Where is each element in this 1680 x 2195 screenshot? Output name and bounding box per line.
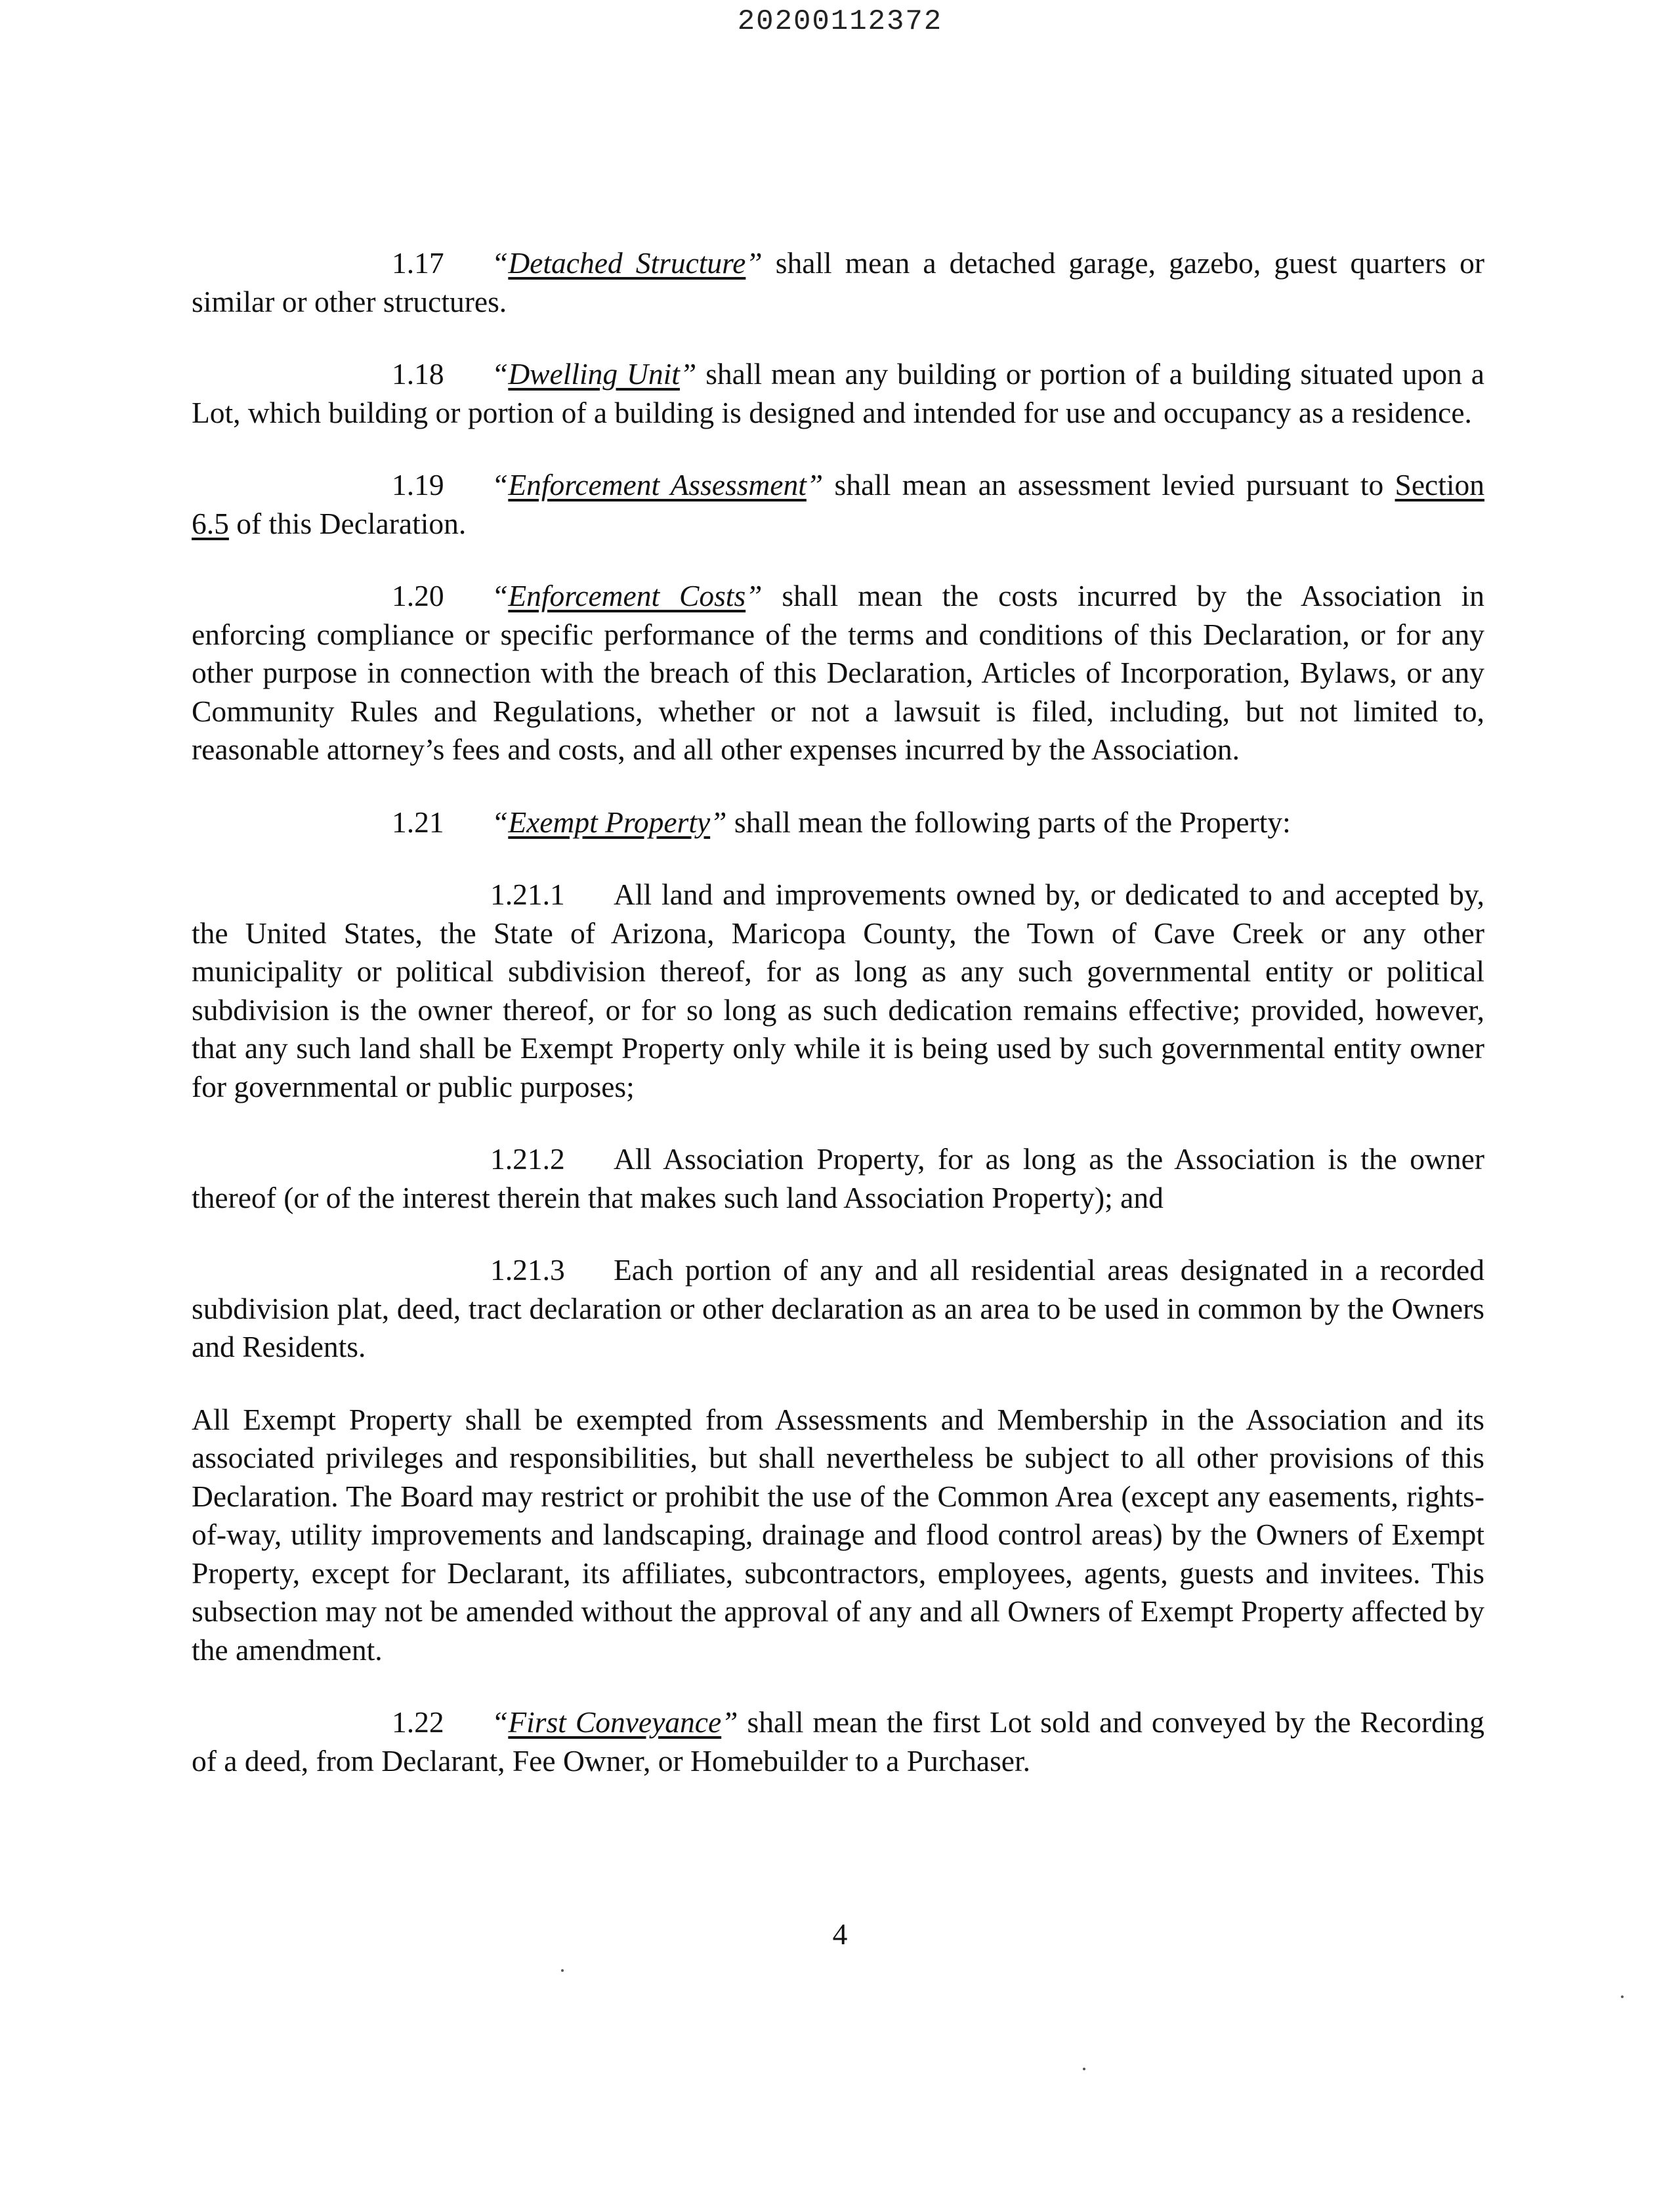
defined-term: “First Conveyance” <box>492 1705 738 1739</box>
subsection-body: All land and improvements owned by, or dedicated to and accepted by, the United States, the State of Arizona, Maricopa County, the Town of Cave Creek or any other municipality or political subdivision thereof, for as long as any such governmental entity or political subdivision is the owner thereof, or for so long as such dedication remains effective; provided, however, that any such land shall be Exempt Property only while it is being used by such governmental entity owner for governmental or public purposes; <box>192 878 1484 1103</box>
subsection-number: 1.21.3 <box>490 1253 565 1287</box>
scan-speck <box>1621 1995 1624 1998</box>
defined-term: “Dwelling Unit” <box>492 357 697 391</box>
section-1-20 <box>192 577 1484 769</box>
section-reference-link: Section 6.5 <box>192 468 1485 540</box>
section-body: shall mean the costs incurred by the Association in enforcing compliance or specific performance of the terms and conditions of this Declaration, or for any other purpose in connection with the breach of this Declaration, Articles of Incorporation, Bylaws, or any Community Rules and Regulations, whether or not a lawsuit is filed, including, but not limited to, reasonable attorney’s fees and costs, and all other expenses incurred by the Association. <box>192 579 1484 766</box>
defined-term: “Detached Structure” <box>492 246 763 280</box>
section-number: 1.17 <box>392 246 444 280</box>
section-1-19 <box>192 466 1484 543</box>
section-1-21-2 <box>192 1140 1484 1217</box>
section-1-21-3 <box>192 1251 1484 1367</box>
subsection-body: Each portion of any and all residential areas designated in a recorded subdivision plat, deed, tract declaration or other declaration as an area to be used in common by the Owners and Residents. <box>192 1253 1484 1363</box>
section-1-22 <box>192 1703 1484 1780</box>
defined-term: “Enforcement Assessment” <box>492 468 824 501</box>
section-number: 1.22 <box>392 1705 444 1739</box>
exempt-property-closing: All Exempt Property shall be exempted from Assessments and Membership in the Association and its associated privileges and responsibilities, but shall nevertheless be subject to all other provisions of this Declaration. The Board may restrict or prohibit the use of the Common Area (except any easements, rights-of-way, utility improvements and landscaping, drainage and flood control areas) by the Owners of Exempt Property, except for Declarant, its affiliates, subcontractors, employees, agents, guests and invitees. This subsection may not be amended without the approval of any and all Owners of Exempt Property affected by the amendment. <box>192 1402 1484 1667</box>
section-number: 1.21 <box>392 805 444 839</box>
subsection-body: All Association Property, for as long as the Association is the owner thereof (or of the interest therein that makes such land Association Property); and <box>192 1142 1484 1214</box>
section-body: shall mean a detached garage, gazebo, guest quarters or similar or other structures. <box>192 246 1484 318</box>
section-body: shall mean the first Lot sold and conveyed by the Recording of a deed, from Declarant, Fee Owner, or Homebuilder to a Purchaser. <box>192 1705 1484 1778</box>
section-1-17 <box>192 244 1484 321</box>
subsection-number: 1.21.2 <box>490 1142 565 1176</box>
defined-term: “Exempt Property” <box>492 805 727 839</box>
recording-number: 20200112372 <box>737 5 943 38</box>
section-number: 1.20 <box>392 579 444 612</box>
section-body: shall mean an assessment levied pursuant to <box>834 468 1384 501</box>
section-1-21 <box>192 803 1484 842</box>
section-1-21-1 <box>192 876 1484 1106</box>
page-body <box>192 244 1484 1814</box>
page-number: 4 <box>832 1917 848 1951</box>
section-body-end: of this Declaration. <box>236 506 467 540</box>
section-body: shall mean the following parts of the Property: <box>734 805 1291 839</box>
defined-term: “Enforcement Costs” <box>492 579 763 612</box>
section-number: 1.18 <box>392 357 444 391</box>
section-1-18 <box>192 355 1484 432</box>
section-number: 1.19 <box>392 468 444 501</box>
section-body: shall mean any building or portion of a building situated upon a Lot, which building or portion of a building is designed and intended for use and occupancy as a residence. <box>192 357 1484 429</box>
scan-speck <box>561 1969 564 1972</box>
subsection-number: 1.21.1 <box>490 878 565 911</box>
scan-speck <box>1083 2068 1085 2070</box>
